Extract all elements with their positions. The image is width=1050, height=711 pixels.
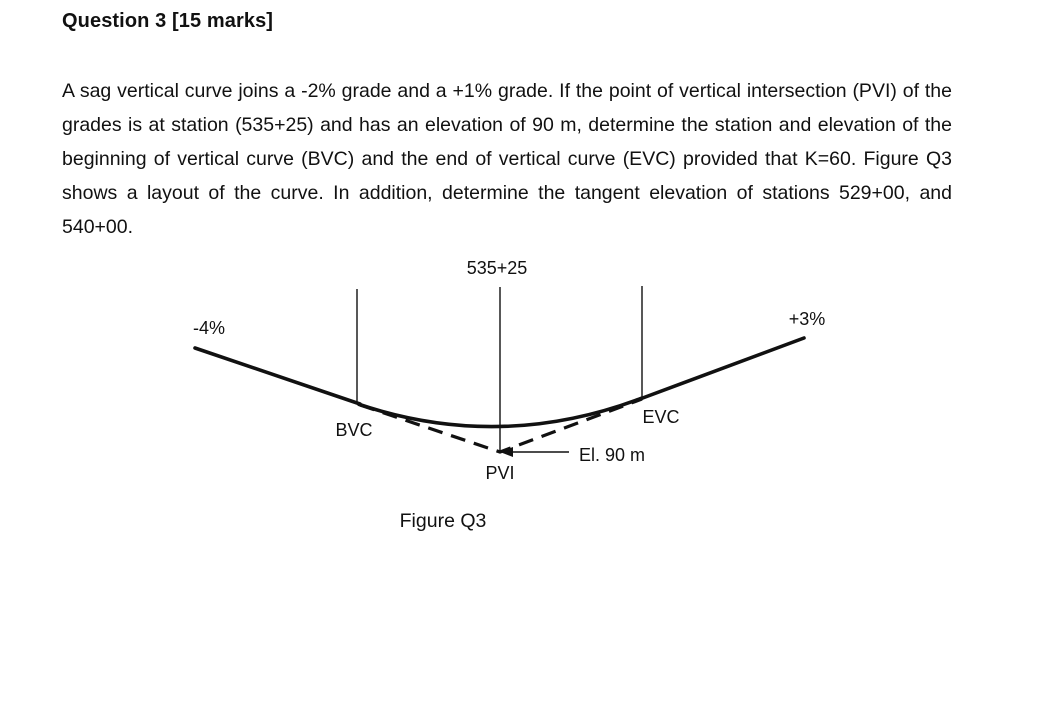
evc-label: EVC [642,407,680,427]
question-title: Question 3 [15 marks] [62,10,274,32]
left-grade-line [195,348,360,404]
elevation-label: El. 90 m [579,445,646,465]
left-grade-label: -4% [192,318,226,338]
station-label: 535+25 [466,258,528,278]
bvc-label: BVC [335,420,373,440]
figure-caption: Figure Q3 [399,510,487,532]
right-grade-line [640,338,804,399]
pvi-label: PVI [485,463,515,483]
right-grade-label: +3% [788,309,826,329]
question-text: A sag vertical curve joins a -2% grade and a +1% grade. If the point of vertical intersection (PVI) of the grades is at station (535+25) and has an elevation of 90 m, determine the station and elevation of the beginning of vertical curve (BVC) and the end of vertical curve (EVC) provided that K=60. Figure Q3 shows a layout of the curve. In addition, determine the tangent elevation of stations 529+00, and 540+00. [62,80,952,238]
